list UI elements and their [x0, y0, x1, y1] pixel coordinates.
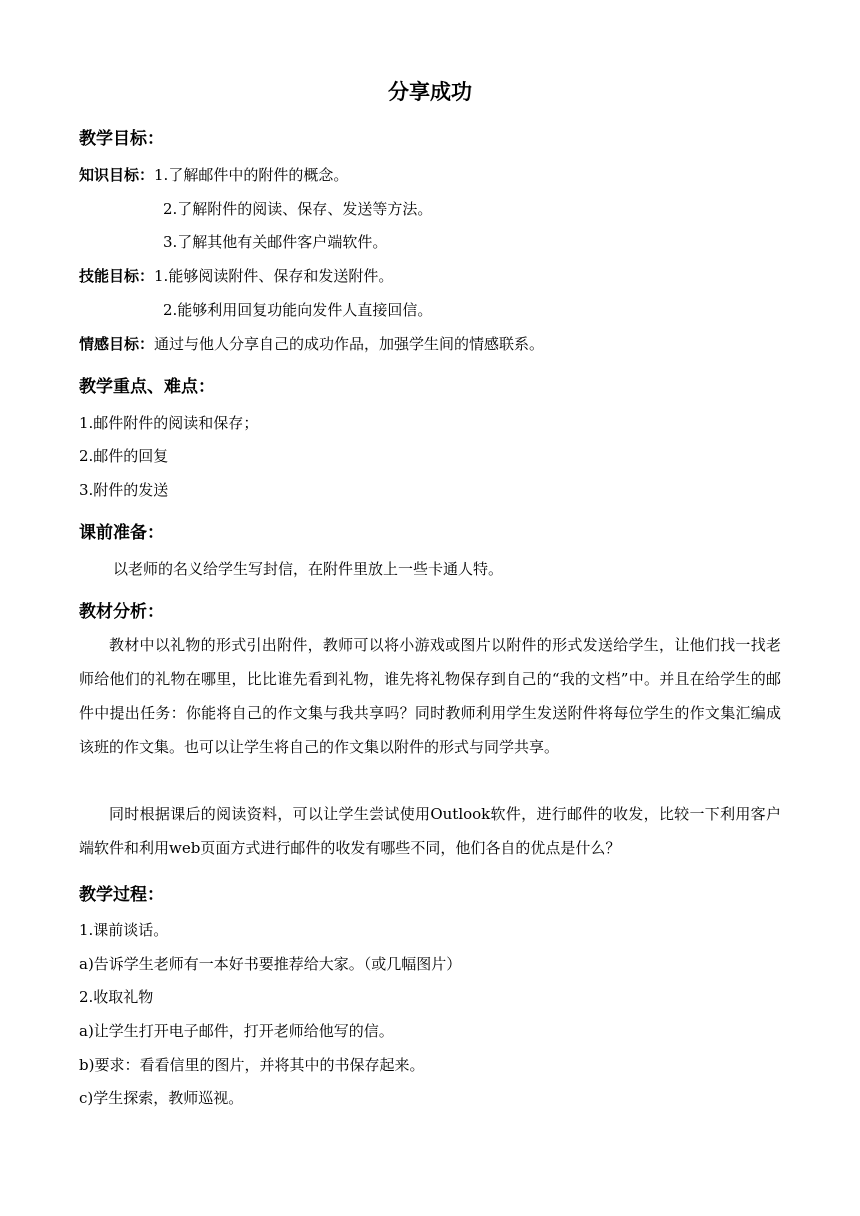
skill-objective-row	[79, 266, 393, 286]
process-item: c)学生探索，教师巡视。	[79, 1089, 244, 1107]
analysis-paragraph: 同时根据课后的阅读资料，可以让学生尝试使用Outlook软件，进行邮件的收发，比较一下利用客户端软件和利用web页面方式进行邮件的收发有哪些不同，他们各自的优点是什么？	[79, 805, 781, 857]
knowledge-objective-label: 知识目标：	[79, 166, 155, 184]
preparation-heading: 课前准备：	[79, 523, 164, 543]
skill-objective-label: 技能目标：	[79, 267, 155, 285]
key-point-item: 2.邮件的回复	[79, 447, 169, 465]
key-points-heading: 教学重点、难点：	[79, 377, 215, 397]
analysis-heading: 教材分析：	[79, 602, 164, 622]
process-item: 1.课前谈话。	[79, 921, 169, 939]
knowledge-item: 2.了解附件的阅读、保存、发送等方法。	[163, 200, 433, 218]
skill-item: 1.能够阅读附件、保存和发送附件。	[154, 267, 394, 285]
preparation-text: 以老师的名义给学生写封信，在附件里放上一些卡通人特。	[113, 560, 504, 578]
emotion-objective-row	[79, 334, 544, 354]
knowledge-item: 3.了解其他有关邮件客户端软件。	[163, 233, 388, 251]
process-item: a)让学生打开电子邮件，打开老师给他写的信。	[79, 1022, 394, 1040]
knowledge-objective-row	[79, 165, 348, 185]
knowledge-item: 1.了解邮件中的附件的概念。	[154, 166, 349, 184]
key-point-item: 1.邮件附件的阅读和保存；	[79, 414, 259, 432]
process-heading: 教学过程：	[79, 885, 164, 905]
process-item: a)告诉学生老师有一本好书要推荐给大家。（或几幅图片）	[79, 955, 462, 973]
analysis-paragraph: 教材中以礼物的形式引出附件，教师可以将小游戏或图片以附件的形式发送给学生，让他们找一找老师给他们的礼物在哪里，比比谁先看到礼物，谁先将礼物保存到自己的“我的文档”中。并且在给学生的邮件中提出任务：你能将自己的作文集与我共享吗？同时教师利用学生发送附件将每位学生的作文集汇编成该班的作文集。也可以让学生将自己的作文集以附件的形式与同学共享。	[79, 636, 781, 756]
process-item: 2.收取礼物	[79, 988, 154, 1006]
key-point-item: 3.附件的发送	[79, 481, 169, 499]
document-title: 分享成功	[388, 80, 472, 104]
skill-item: 2.能够利用回复功能向发件人直接回信。	[163, 301, 433, 319]
emotion-objective-label: 情感目标：	[79, 335, 155, 353]
process-item: b)要求：看看信里的图片，并将其中的书保存起来。	[79, 1056, 425, 1074]
emotion-objective-text: 通过与他人分享自己的成功作品，加强学生间的情感联系。	[154, 335, 545, 353]
objectives-heading: 教学目标：	[79, 129, 164, 149]
